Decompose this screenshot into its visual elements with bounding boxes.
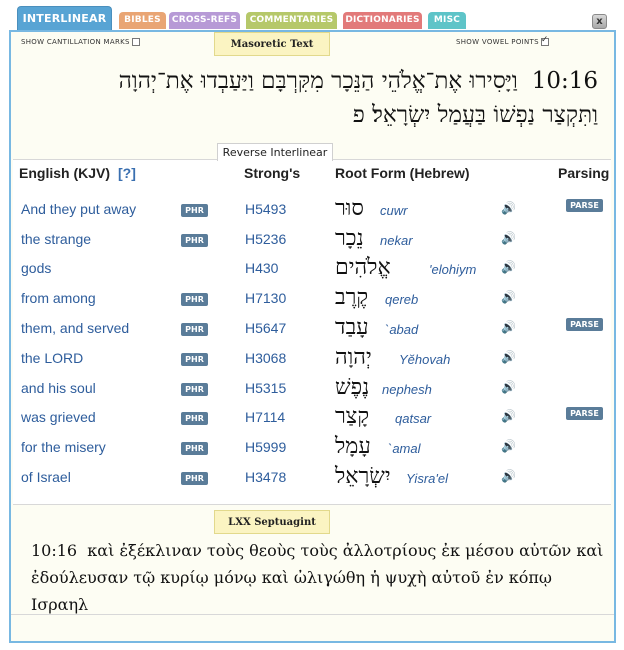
english-word-link[interactable]: the LORD xyxy=(21,350,84,366)
english-word-link[interactable]: of Israel xyxy=(21,469,71,485)
phr-button[interactable]: PHR xyxy=(181,472,208,485)
parse-button[interactable]: PARSE xyxy=(566,199,603,212)
transliteration: qereb xyxy=(385,292,419,307)
speaker-icon[interactable]: 🔊 xyxy=(501,409,516,423)
transliteration: `amal xyxy=(388,441,421,456)
tab-interlinear[interactable]: INTERLINEAR xyxy=(17,6,112,32)
speaker-icon[interactable]: 🔊 xyxy=(501,380,516,394)
strongs-link[interactable]: H3478 xyxy=(245,469,287,485)
tab-bar xyxy=(0,0,624,30)
strongs-link[interactable]: H5999 xyxy=(245,439,287,455)
hebrew-root: נֶפֶשׁ xyxy=(335,375,370,400)
phr-button[interactable]: PHR xyxy=(181,353,208,366)
close-button[interactable] xyxy=(592,14,607,29)
lxx-verse xyxy=(31,537,606,618)
transliteration: 'elohiym xyxy=(429,262,477,277)
table-row xyxy=(13,402,609,432)
speaker-icon[interactable]: 🔊 xyxy=(501,350,516,364)
masoretic-line-2: וַתִּקְצַר נַפְשׁוֹ בַּעֲמַל יִשְׂרָאֵל׃ פ xyxy=(352,102,598,128)
header-root-form: Root Form (Hebrew) xyxy=(335,165,470,181)
tab-bibles[interactable]: BIBLES xyxy=(119,12,166,29)
hebrew-root: סוּר xyxy=(335,196,364,221)
transliteration: nephesh xyxy=(382,382,432,397)
cantillation-checkbox[interactable] xyxy=(132,38,140,46)
tab-commentaries[interactable]: COMMENTARIES xyxy=(246,12,337,29)
cantillation-option[interactable] xyxy=(21,38,140,46)
table-row xyxy=(13,194,609,224)
reverse-interlinear-table xyxy=(13,159,611,505)
header-english: English (KJV) [?] xyxy=(19,165,136,181)
phr-button[interactable]: PHR xyxy=(181,442,208,455)
english-word-link[interactable]: the strange xyxy=(21,231,92,247)
table-row xyxy=(13,253,609,283)
masoretic-label: Masoretic Text xyxy=(214,32,330,56)
transliteration: nekar xyxy=(380,233,413,248)
phr-button[interactable]: PHR xyxy=(181,412,208,425)
masoretic-verse-ref: 10:16 xyxy=(531,68,598,94)
phr-button[interactable]: PHR xyxy=(181,234,208,247)
cantillation-label: SHOW CANTILLATION MARKS xyxy=(21,38,130,46)
interlinear-panel xyxy=(9,30,616,643)
hebrew-root: קֶרֶב xyxy=(335,285,369,310)
speaker-icon[interactable]: 🔊 xyxy=(501,260,516,274)
tab-dictionaries[interactable]: DICTIONARIES xyxy=(343,12,422,29)
strongs-link[interactable]: H5315 xyxy=(245,380,287,396)
table-row xyxy=(13,283,609,313)
close-icon: x xyxy=(596,16,603,27)
vowel-points-option[interactable] xyxy=(456,38,549,46)
transliteration: qatsar xyxy=(395,411,432,426)
english-word-link[interactable]: them, and served xyxy=(21,320,130,336)
speaker-icon[interactable]: 🔊 xyxy=(501,320,516,334)
strongs-link[interactable]: H7114 xyxy=(245,409,286,425)
phr-button[interactable]: PHR xyxy=(181,204,208,217)
speaker-icon[interactable]: 🔊 xyxy=(501,201,516,215)
table-row xyxy=(13,343,609,373)
lxx-label: LXX Septuagint xyxy=(214,510,330,534)
vowel-points-label: SHOW VOWEL POINTS xyxy=(456,38,539,46)
hebrew-root: נֵכָר xyxy=(335,226,364,251)
phr-button[interactable]: PHR xyxy=(181,383,208,396)
strongs-link[interactable]: H430 xyxy=(245,260,279,276)
table-row xyxy=(13,313,609,343)
transliteration: Yisra'el xyxy=(406,471,448,486)
header-strongs: Strong's xyxy=(244,165,301,181)
speaker-icon[interactable]: 🔊 xyxy=(501,439,516,453)
tab-cross-refs[interactable]: CROSS-REFS xyxy=(169,12,240,29)
hebrew-root: יְהוָה xyxy=(335,345,372,370)
strongs-link[interactable]: H5647 xyxy=(245,320,287,336)
phr-button[interactable]: PHR xyxy=(181,293,208,306)
english-word-link[interactable]: and his soul xyxy=(21,380,96,396)
transliteration: Yĕhovah xyxy=(399,352,451,367)
reverse-interlinear-label: Reverse Interlinear xyxy=(217,143,333,161)
divider xyxy=(11,614,614,615)
transliteration: `abad xyxy=(385,322,419,337)
english-word-link[interactable]: for the misery xyxy=(21,439,106,455)
help-link[interactable]: [?] xyxy=(118,165,136,181)
hebrew-root: עָמָל xyxy=(335,434,371,459)
english-word-link[interactable]: was grieved xyxy=(21,409,96,425)
table-row xyxy=(13,224,609,254)
table-row xyxy=(13,462,609,492)
lxx-verse-text: καὶ ἐξέκλιναν τοὺς θεοὺς τοὺς ἀλλοτρίους ἐκ μέσου αὐτῶν καὶ ἐδούλευσαν τῷ κυρίῳ μόνῳ καὶ ὠλιγώθη ἡ ψυχὴ αὐτοῦ ἐν κόπῳ Ισραηλ xyxy=(31,541,604,614)
phr-button[interactable]: PHR xyxy=(181,323,208,336)
hebrew-root: עָבַד xyxy=(335,315,369,340)
parse-button[interactable]: PARSE xyxy=(566,318,603,331)
masoretic-line-1: 10:16וַיָּסִירוּ אֶת־אֱלֹהֵי הַנֵּכָר מִקִּרְבָּם וַיַּעַבְדוּ אֶת־יְהוָה xyxy=(41,64,598,98)
speaker-icon[interactable]: 🔊 xyxy=(501,290,516,304)
strongs-link[interactable]: H7130 xyxy=(245,290,287,306)
english-word-link[interactable]: from among xyxy=(21,290,96,306)
english-word-link[interactable]: And they put away xyxy=(21,201,137,217)
masoretic-verse xyxy=(41,64,598,132)
parse-button[interactable]: PARSE xyxy=(566,407,603,420)
strongs-link[interactable]: H5236 xyxy=(245,231,287,247)
speaker-icon[interactable]: 🔊 xyxy=(501,469,516,483)
transliteration: cuwr xyxy=(380,203,408,218)
hebrew-root: קָצַר xyxy=(335,404,370,429)
tab-misc[interactable]: MISC xyxy=(428,12,466,29)
lxx-verse-ref: 10:16 xyxy=(31,541,78,560)
english-word-link[interactable]: gods xyxy=(21,260,52,276)
hebrew-root: יִשְׂרָאֵל xyxy=(335,464,391,489)
table-row xyxy=(13,432,609,462)
hebrew-root: אֱלֹהִים xyxy=(335,255,391,280)
header-parsing: Parsing xyxy=(558,165,610,181)
strongs-link[interactable]: H5493 xyxy=(245,201,287,217)
table-row xyxy=(13,373,609,403)
vowel-points-checkbox[interactable] xyxy=(541,38,549,46)
speaker-icon[interactable]: 🔊 xyxy=(501,231,516,245)
strongs-link[interactable]: H3068 xyxy=(245,350,287,366)
